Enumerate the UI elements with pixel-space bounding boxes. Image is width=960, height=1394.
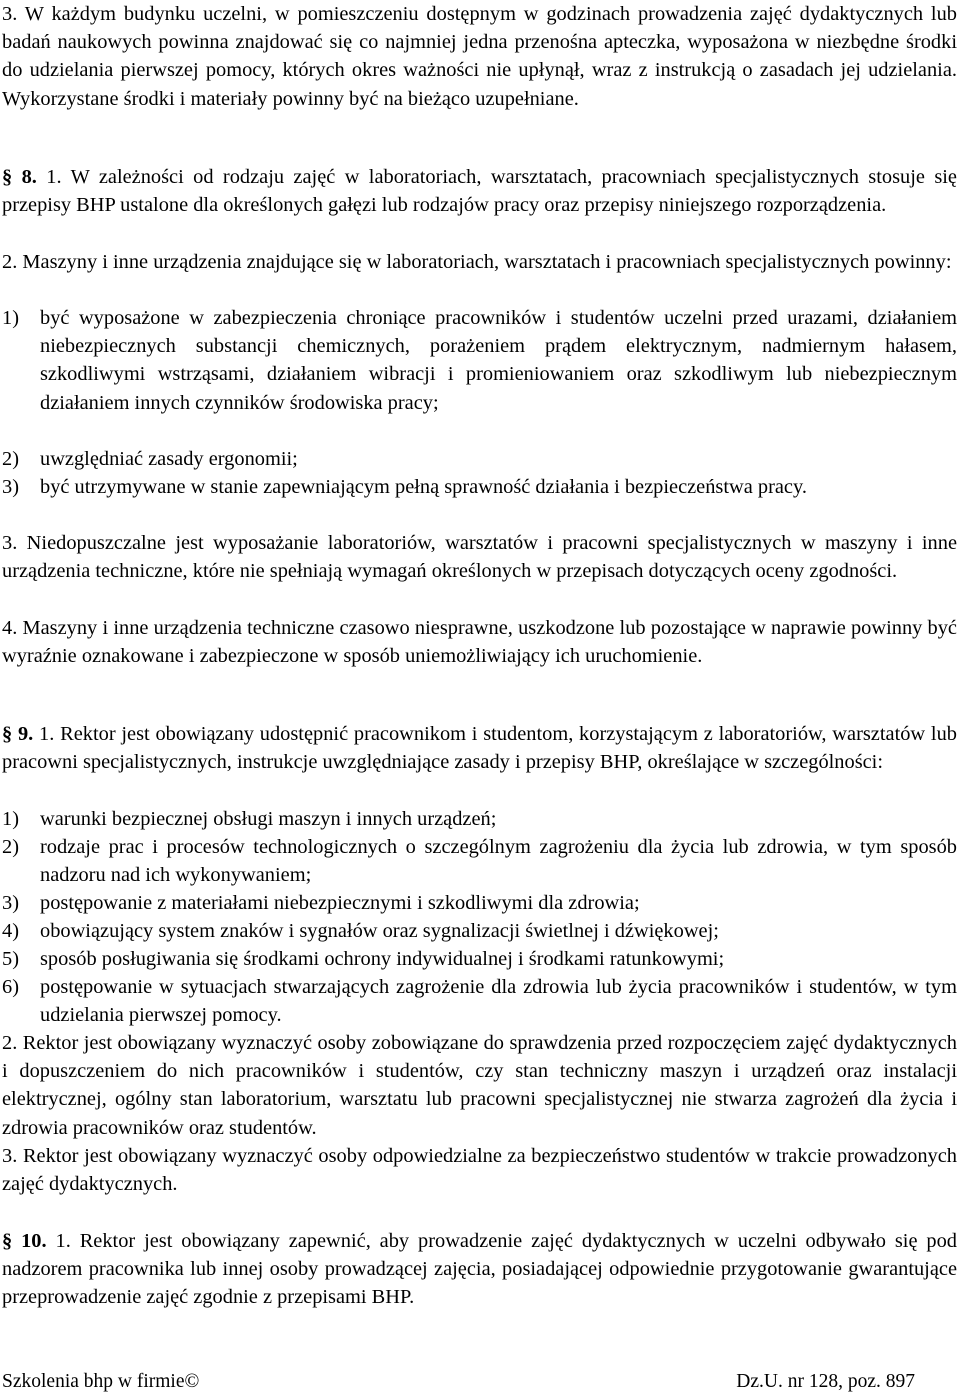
list-item-text: postępowanie w sytuacjach stwarzających zagrożenie dla zdrowia lub życia pracowników i studentów, w tym udzielania pierwszej pomocy.: [40, 976, 957, 1027]
footer-right: Dz.U. nr 128, poz. 897: [736, 1371, 915, 1392]
list-item-text: być wyposażone w zabezpieczenia chroniące pracowników i studentów uczelni przed urazami, działaniem niebezpiecznych substancji chemicznych, porażeniem prądem elektrycznym, nadmiernym hałasem, szkodliwymi wstrząsami, działaniem wibracji i promieniowaniem oraz szkodliwym lub niebezpiecznym działaniem innych czynników środowiska pracy;: [40, 307, 957, 414]
paragraph-7-3: 3. W każdym budynku uczelni, w pomieszczeniu dostępnym w godzinach prowadzenia zajęć dydaktycznych lub badań naukowych powinna znajdować się co najmniej jedna przenośna apteczka, wyposażona w niezbędne środki do udzielania pierwszej pomocy, których okres ważności nie upłynął, wraz z instrukcją o zasadach jej udzielania. Wykorzystane środki i materiały powinny być na bieżąco uzupełniane.: [2, 3, 957, 110]
list-item-number: 5): [2, 948, 19, 970]
paragraph-8-2: 2. Maszyny i inne urządzenia znajdujące się w laboratoriach, warsztatach i pracowniach specjalistycznych powinny:: [2, 251, 952, 273]
paragraph-9-2: 2. Rektor jest obowiązany wyznaczyć osoby zobowiązane do sprawdzenia przed rozpoczęciem zajęć dydaktycznych i dopuszczeniem do nich pracowników i studentów, czy stan techniczny maszyn i urządzeń oraz instalacji elektrycznej, ogólny stan laboratorium, warsztatu lub pracowni specjalistycznej nie stwarza zagrożeń dla życia i zdrowia pracowników oraz studentów.: [2, 1032, 957, 1139]
list-item-text: uwzględniać zasady ergonomii;: [40, 448, 298, 470]
list-item-text: sposób posługiwania się środkami ochrony indywidualnej i środkami ratunkowymi;: [40, 948, 725, 970]
list-item-text: rodzaje prac i procesów technologicznych o szczególnym zagrożeniu dla życia lub zdrowia, w tym sposób nadzoru nad ich wykonywaniem;: [40, 836, 957, 887]
paragraph-10-1-text: 1. Rektor jest obowiązany zapewnić, aby prowadzenie zajęć dydaktycznych w uczelni odbywało się pod nadzorem pracownika lub innej osoby prowadzącej zajęcia, posiadającej odpowiednie przygotowanie gwarantujące przeprowadzenie zajęć zgodnie z przepisami BHP.: [2, 1230, 957, 1309]
list-item-number: 2): [2, 836, 19, 858]
paragraph-9-1: [2, 720, 957, 776]
paragraph-8-1-text: 1. W zależności od rodzaju zajęć w laboratoriach, warsztatach, pracowniach specjalistycznych stosuje się przepisy BHP ustalone dla określonych gałęzi lub rodzajów pracy oraz przepisy niniejszego rozporządzenia.: [2, 166, 957, 217]
list-item-number: 3): [2, 892, 19, 914]
list-item: [2, 973, 957, 1029]
list-item: [2, 304, 957, 417]
list-item-number: 4): [2, 920, 19, 942]
section-10-number: § 10.: [2, 1230, 47, 1252]
footer-left: Szkolenia bhp w firmie©: [2, 1371, 200, 1392]
paragraph-8-3: 3. Niedopuszczalne jest wyposażanie laboratoriów, warsztatów i pracowni specjalistycznych w maszyny i inne urządzenia techniczne, które nie spełniają wymagań określonych w przepisach dotyczących oceny zgodności.: [2, 532, 957, 583]
paragraph-8-1: [2, 163, 957, 219]
list-item: [2, 805, 957, 833]
list-item: [2, 917, 957, 945]
section-8-number: § 8.: [2, 166, 37, 188]
section-9-number: § 9.: [2, 723, 34, 745]
list-item-text: postępowanie z materiałami niebezpiecznymi i szkodliwymi dla zdrowia;: [40, 892, 640, 914]
paragraph-9-1-text: 1. Rektor jest obowiązany udostępnić pracownikom i studentom, korzystającym z laboratoriów, warsztatów lub pracowni specjalistycznych, instrukcje uwzględniające zasady i przepisy BHP, określające w szczególności:: [2, 723, 957, 774]
list-item: [2, 945, 957, 973]
list-item: [2, 445, 957, 473]
page-footer: [2, 1370, 957, 1394]
paragraph-9-3: 3. Rektor jest obowiązany wyznaczyć osoby odpowiedzialne za bezpieczeństwo studentów w trakcie prowadzonych zajęć dydaktycznych.: [2, 1145, 957, 1196]
list-item-text: być utrzymywane w stanie zapewniającym pełną sprawność działania i bezpieczeństwa pracy.: [40, 476, 807, 498]
paragraph-8-4: 4. Maszyny i inne urządzenia techniczne czasowo niesprawne, uszkodzone lub pozostające w naprawie powinny być wyraźnie oznakowane i zabezpieczone w sposób uniemożliwiający ich uruchomienie.: [2, 617, 957, 668]
list-item-number: 2): [2, 448, 19, 470]
list-item: [2, 889, 957, 917]
list-item-text: warunki bezpiecznej obsługi maszyn i innych urządzeń;: [40, 808, 497, 830]
list-item-number: 1): [2, 307, 19, 329]
list-item: [2, 833, 957, 889]
list-item-text: obowiązujący system znaków i sygnałów oraz sygnalizacji świetlnej i dźwiękowej;: [40, 920, 719, 942]
list-item-number: 3): [2, 476, 19, 498]
paragraph-10-1: [2, 1227, 957, 1312]
list-item-number: 1): [2, 808, 19, 830]
list-item-number: 6): [2, 976, 19, 998]
list-item: [2, 473, 957, 501]
